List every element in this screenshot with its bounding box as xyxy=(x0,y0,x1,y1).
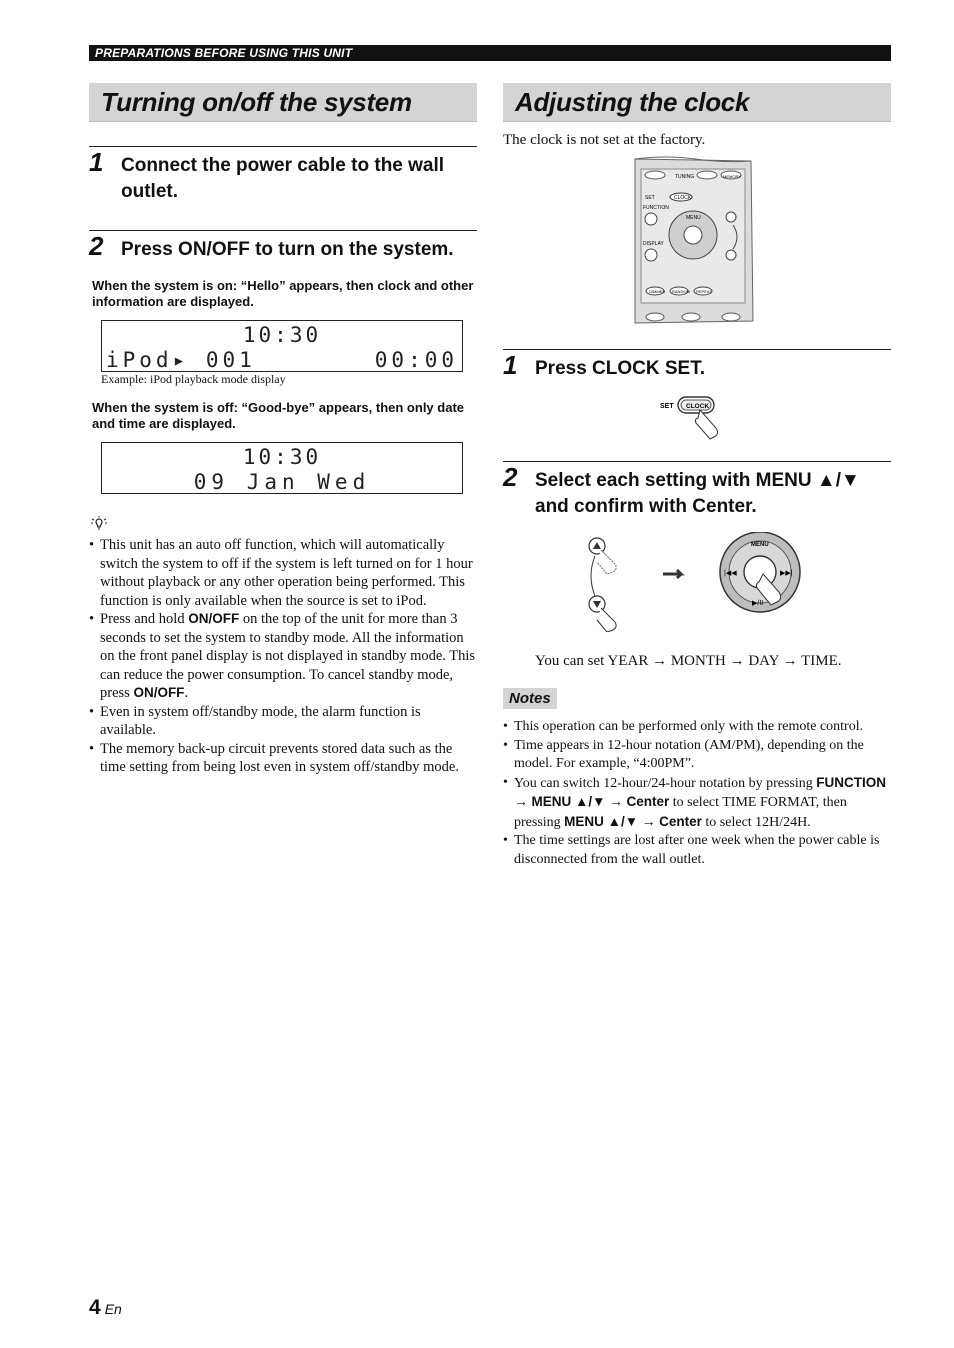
tip-icon xyxy=(89,516,477,534)
remote-label-menu: MENU xyxy=(686,215,701,221)
notes-list xyxy=(503,718,891,869)
remote-label-function: FUNCTION xyxy=(643,205,669,211)
step-number: 2 xyxy=(503,462,518,492)
step-text: Select each setting with MENU ▲/▼ and confirm with Center. xyxy=(535,470,860,517)
remote-label-dimmer: DIMMER xyxy=(649,289,666,294)
list-item: • Even in system off/standby mode, the alarm function is available. xyxy=(89,703,477,740)
page-footer xyxy=(89,1296,122,1320)
list-item: • The memory back-up circuit prevents stored data such as the time setting from being lost even in system off/standby mode. xyxy=(89,740,477,777)
language-code: En xyxy=(104,1301,122,1317)
remote-label-set: SET xyxy=(645,195,655,201)
lcd-time: 10:30 xyxy=(242,323,322,347)
skip-forward-icon: ▶▶| xyxy=(780,570,793,577)
remote-label-repeat: REPEAT xyxy=(696,289,712,294)
step-2-press-onoff xyxy=(89,230,477,271)
lcd-caption: Example: iPod playback mode display xyxy=(101,372,286,386)
lcd-date: 09 Jan Wed xyxy=(193,470,371,494)
page-number: 4 xyxy=(89,1296,101,1319)
lcd-time: 10:30 xyxy=(242,445,322,469)
remote-label-tuning: TUNING xyxy=(675,174,695,180)
list-item: • Press and hold ON/OFF on the top of the unit for more than 3 seconds to set the system to standby mode. All the information on the front panel display is not displayed in standby mode. This can reduce the power consumption. To cancel standby mode, press ON/OFF. xyxy=(89,610,477,703)
step-2-select-settings xyxy=(503,461,891,524)
step-1-press-clock-set xyxy=(503,349,891,390)
remote-label-clock: CLOCK xyxy=(674,195,692,201)
step-number: 1 xyxy=(89,147,104,177)
lcd-source: iPod▸ 001 xyxy=(106,348,256,372)
system-off-note: When the system is off: “Good-bye” appears, then only date and time are displayed. xyxy=(92,400,464,431)
list-item: • This operation can be performed only with the remote control. xyxy=(503,718,891,737)
list-item: • The time settings are lost after one week when the power cable is disconnected from the wall outlet. xyxy=(503,832,891,869)
step-number: 2 xyxy=(89,231,104,261)
lcd-display-off xyxy=(101,442,463,494)
lcd-row xyxy=(102,348,462,373)
step-text: Press ON/OFF to turn on the system. xyxy=(121,239,454,260)
remote-illustration xyxy=(631,155,891,332)
list-item: • Time appears in 12-hour notation (AM/PM), depending on the model. For example, “4:00PM”. xyxy=(503,737,891,774)
section-title-adjusting-clock: Adjusting the clock xyxy=(503,83,891,122)
step-text: Connect the power cable to the wall outlet. xyxy=(121,155,445,202)
clock-set-button-illustration xyxy=(658,392,891,447)
lcd-display-on xyxy=(101,320,463,372)
remote-label-display: DISPLAY xyxy=(643,241,664,247)
step-1-connect xyxy=(89,146,477,213)
skip-back-icon: |◀◀ xyxy=(724,570,737,577)
setting-sequence: You can set YEAR → MONTH → DAY → TIME. xyxy=(535,653,842,669)
notes-label: Notes xyxy=(503,688,557,709)
step-text: Press CLOCK SET. xyxy=(535,358,705,379)
system-on-note: When the system is on: “Hello” appears, then clock and other information are displayed. xyxy=(92,278,474,309)
left-column xyxy=(89,83,477,777)
clock-label: CLOCK xyxy=(686,403,710,410)
step-number: 1 xyxy=(503,350,518,380)
right-column xyxy=(503,83,891,869)
list-item: • You can switch 12-hour/24-hour notation by pressing FUNCTION → MENU ▲/▼ → Center to select TIME FORMAT, then pressing MENU ▲/▼ → Center to select 12H/24H. xyxy=(503,774,891,833)
play-pause-icon: ▶/II xyxy=(752,600,764,607)
remote-label-random: RANDOM xyxy=(672,289,690,294)
set-label: SET xyxy=(660,403,674,410)
section-title-turning-on-off: Turning on/off the system xyxy=(89,83,477,122)
list-item: • This unit has an auto off function, which will automatically switch the system to off if the system is left turned on for 1 hour without playback or any other operation being performed. This function is only available when the source is set to iPod. xyxy=(89,536,477,610)
intro-text: The clock is not set at the factory. xyxy=(503,132,706,148)
remote-label-memory: MEMORY xyxy=(723,174,741,179)
tips-list xyxy=(89,536,477,777)
section-header-bar: PREPARATIONS BEFORE USING THIS UNIT xyxy=(89,45,891,61)
notes-heading xyxy=(503,688,891,709)
lcd-elapsed: 00:00 xyxy=(374,348,458,372)
menu-label: MENU xyxy=(751,542,769,548)
menu-navigation-illustration xyxy=(585,532,891,637)
